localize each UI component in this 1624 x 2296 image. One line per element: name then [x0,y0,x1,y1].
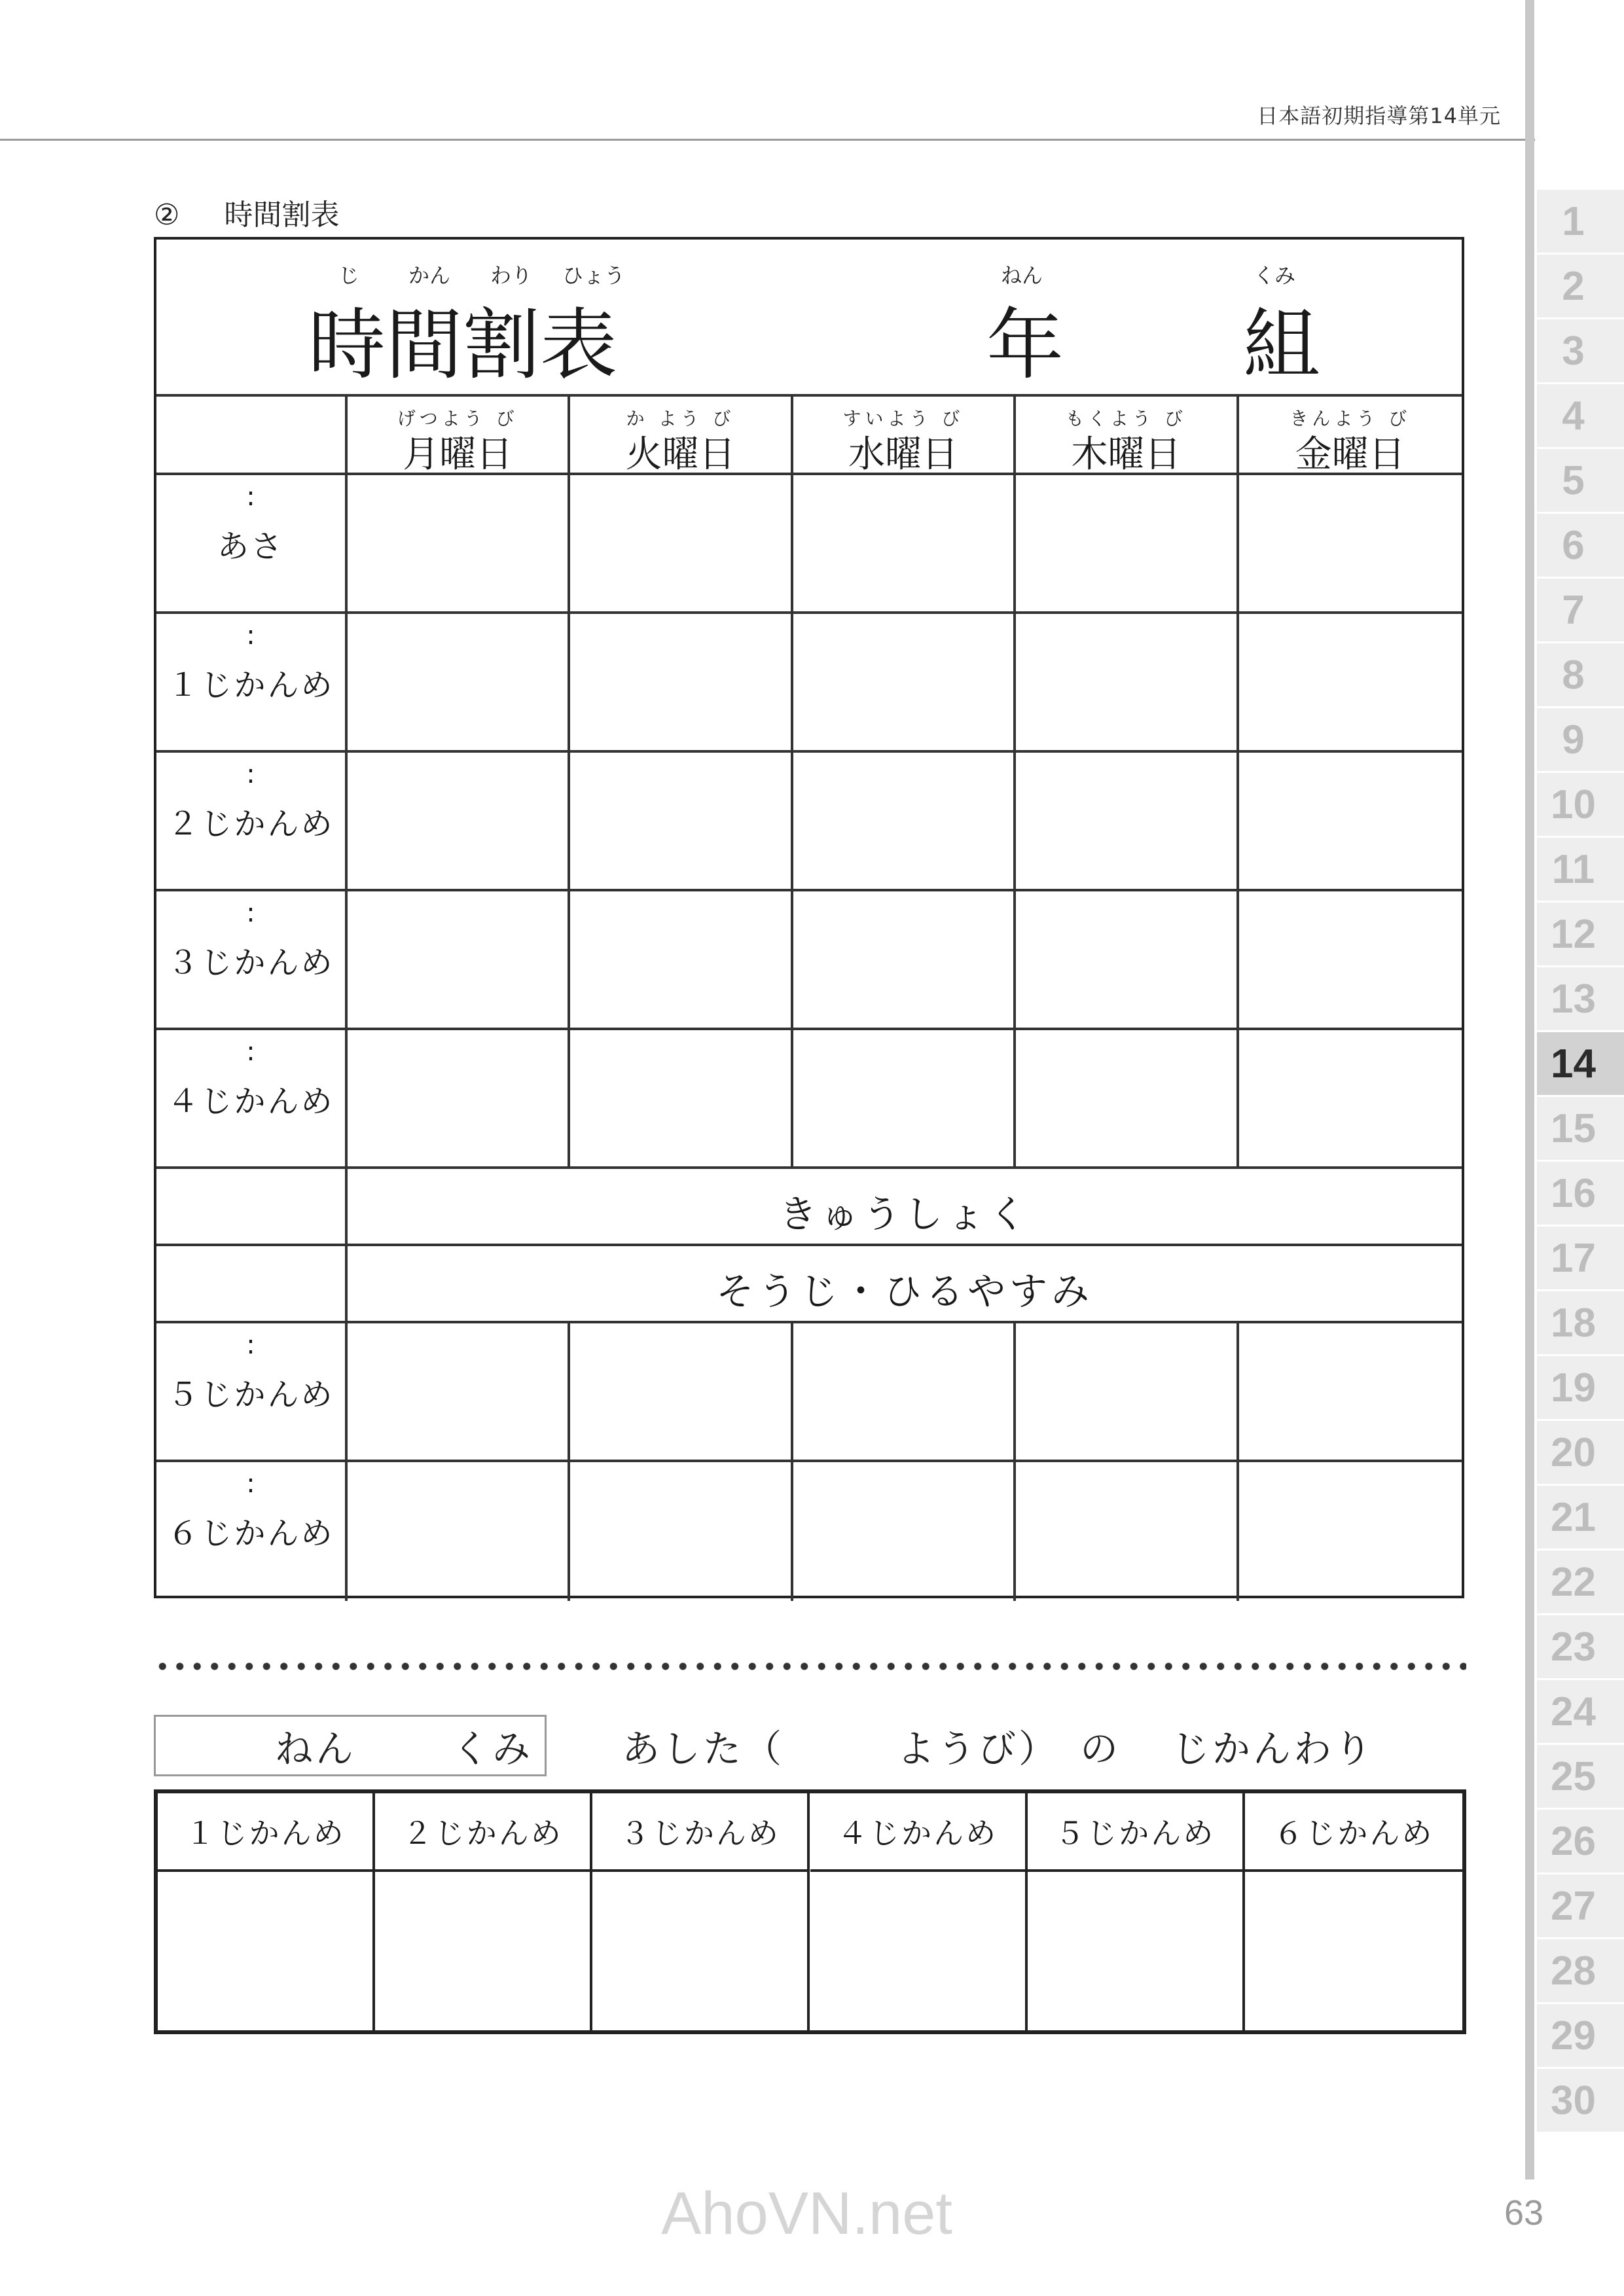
day-name: 金曜日 [1295,433,1405,476]
tomorrow-nen: ねん [275,1727,357,1771]
chapter-tab-26[interactable]: 26 [1537,1810,1624,1874]
chapter-tab-15[interactable]: 15 [1537,1097,1624,1162]
period-label-cell [156,1462,348,1601]
title-ruby-wari: わり [490,263,533,288]
tomorrow-no: の [1080,1727,1121,1771]
period-time-colon: : [246,1330,255,1360]
chapter-tab-14[interactable]: 14 [1537,1032,1624,1097]
day-header-row [156,397,1462,475]
day-name: 月曜日 [403,433,513,476]
schedule-cell[interactable] [793,475,1016,614]
chapter-tab-8[interactable]: 8 [1537,643,1624,708]
period-label: あさ [217,528,284,565]
tomorrow-period-header: ６じかんめ [1245,1793,1462,1872]
chapter-tab-13[interactable]: 13 [1537,967,1624,1032]
schedule-cell[interactable] [1016,475,1238,614]
chapter-tabs [1537,190,1624,2134]
chapter-tab-27[interactable]: 27 [1537,1874,1624,1939]
tomorrow-period-column [592,1793,810,2030]
period-label-cell [156,614,348,753]
schedule-cell[interactable] [1016,1462,1238,1601]
header-divider [0,139,1535,141]
schedule-cell[interactable] [793,1323,1016,1462]
tomorrow-kumi: くみ [452,1727,533,1771]
day-ruby: もくよう び [1065,408,1187,429]
tomorrow-subject-cell[interactable] [158,1872,372,2030]
schedule-cell[interactable] [570,1323,793,1462]
schedule-cell[interactable] [1239,891,1462,1030]
day-ruby: げつよう び [397,408,518,429]
tomorrow-subject-cell[interactable] [375,1872,590,2030]
chapter-tab-1[interactable]: 1 [1537,190,1624,255]
day-header-cell [570,397,793,475]
chapter-tab-7[interactable]: 7 [1537,579,1624,643]
tomorrow-ashita: あした（ [622,1727,785,1771]
day-header-cell [793,397,1016,475]
schedule-cell[interactable] [1239,1030,1462,1169]
lunch-row [348,1169,1462,1246]
class-label: 組 [1243,300,1321,390]
schedule-cell[interactable] [1016,614,1238,753]
day-header-cell [1016,397,1238,475]
chapter-tab-21[interactable]: 21 [1537,1486,1624,1551]
tomorrow-period-header: ５じかんめ [1028,1793,1242,1872]
section-title: 時間割表 [224,198,340,232]
cleaning-break-row-label-cell [156,1246,348,1323]
title-ruby-hyou: ひょう [562,263,626,288]
class-ruby: くみ [1254,263,1296,288]
period-time-colon: : [246,898,255,928]
tomorrow-period-column [375,1793,592,2030]
period-label-cell [156,891,348,1030]
chapter-tab-22[interactable]: 22 [1537,1551,1624,1615]
schedule-cell[interactable] [793,1030,1016,1169]
year-ruby: ねん [1001,263,1043,288]
tomorrow-subject-cell[interactable] [810,1872,1025,2030]
schedule-cell[interactable] [348,475,570,614]
tomorrow-period-header: ４じかんめ [810,1793,1025,1872]
schedule-cell[interactable] [570,891,793,1030]
schedule-cell[interactable] [793,891,1016,1030]
schedule-cell[interactable] [348,891,570,1030]
cleaning-break-row-text: そうじ・ひるやすみ [715,1269,1093,1314]
tomorrow-period-header: ２じかんめ [375,1793,590,1872]
dotted-separator [154,1661,1466,1672]
schedule-cell[interactable] [1239,753,1462,891]
tomorrow-schedule-table [154,1789,1466,2034]
chapter-tab-5[interactable]: 5 [1537,449,1624,514]
page-number: 63 [1504,2193,1544,2233]
period-label: ３じかんめ [167,944,334,981]
tomorrow-period-header: １じかんめ [158,1793,372,1872]
period-time-colon: : [246,482,255,512]
period-label: ５じかんめ [167,1376,334,1413]
schedule-cell[interactable] [570,753,793,891]
chapter-tab-30[interactable]: 30 [1537,2069,1624,2134]
schedule-cell[interactable] [570,1462,793,1601]
chapter-tab-18[interactable]: 18 [1537,1291,1624,1356]
chapter-tab-25[interactable]: 25 [1537,1745,1624,1810]
schedule-cell[interactable] [348,1323,570,1462]
section-label [154,191,339,233]
watermark: AhoVN.net [661,2180,952,2247]
day-name: 火曜日 [625,433,736,476]
period-label-cell [156,475,348,614]
tomorrow-period-header: ３じかんめ [592,1793,807,1872]
schedule-cell[interactable] [1016,1030,1238,1169]
chapter-tab-6[interactable]: 6 [1537,514,1624,579]
timetable-title-row [156,240,1462,397]
schedule-cell[interactable] [793,614,1016,753]
tomorrow-period-column [158,1793,375,2030]
day-name: 水曜日 [848,433,958,476]
period-time-colon: : [246,620,255,651]
year-label: 年 [986,300,1064,390]
period-time-colon: : [246,1469,255,1499]
tomorrow-period-column [810,1793,1028,2030]
title-ruby-kan: かん [408,263,451,288]
day-ruby: すいよう び [842,408,964,429]
chapter-tab-23[interactable]: 23 [1537,1615,1624,1680]
period-label: １じかんめ [167,667,334,704]
chapter-tab-24[interactable]: 24 [1537,1680,1624,1745]
schedule-cell[interactable] [570,614,793,753]
schedule-cell[interactable] [1239,475,1462,614]
period-label: ６じかんめ [167,1515,334,1552]
lunch-row-label-cell [156,1169,348,1246]
schedule-cell[interactable] [1016,1323,1238,1462]
period-label: ４じかんめ [167,1083,334,1120]
schedule-cell[interactable] [348,1030,570,1169]
day-ruby: きんよう び [1290,408,1411,429]
schedule-cell[interactable] [1239,1323,1462,1462]
timetable [154,237,1464,1598]
chapter-tab-29[interactable]: 29 [1537,2004,1624,2069]
day-name: 木曜日 [1071,433,1182,476]
chapter-tab-11[interactable]: 11 [1537,838,1624,903]
chapter-tab-10[interactable]: 10 [1537,773,1624,838]
chapter-tab-9[interactable]: 9 [1537,708,1624,773]
schedule-cell[interactable] [1239,614,1462,753]
period-label-cell [156,753,348,891]
tomorrow-jikanwari: じかんわり [1172,1727,1375,1771]
tomorrow-subject-cell[interactable] [592,1872,807,2030]
day-header-cell [1239,397,1462,475]
schedule-cell[interactable] [570,1030,793,1169]
title-ruby-ji: じ [338,263,360,288]
period-time-colon: : [246,759,255,789]
period-label-cell [156,1323,348,1462]
header-title: 日本語初期指導第14単元 [1257,103,1501,128]
chapter-tab-16[interactable]: 16 [1537,1162,1624,1227]
schedule-cell[interactable] [348,753,570,891]
chapter-tab-20[interactable]: 20 [1537,1421,1624,1486]
chapter-tab-2[interactable]: 2 [1537,255,1624,319]
chapter-tab-12[interactable]: 12 [1537,903,1624,967]
period-label-cell [156,1030,348,1169]
period-label: ２じかんめ [167,806,334,842]
schedule-cell[interactable] [348,1462,570,1601]
tomorrow-youbi: ようび） [897,1727,1060,1771]
schedule-cell[interactable] [570,475,793,614]
chapter-tab-28[interactable]: 28 [1537,1939,1624,2004]
schedule-cell[interactable] [348,614,570,753]
chapter-tab-17[interactable]: 17 [1537,1227,1624,1291]
timetable-title: 時間割表 [308,300,618,390]
period-time-colon: : [246,1037,255,1067]
schedule-cell[interactable] [1016,891,1238,1030]
tomorrow-subject-cell[interactable] [1245,1872,1462,2030]
chapter-strip-bar [1525,0,1534,2179]
section-marker: ② [154,198,180,232]
header-corner-cell [156,397,348,475]
schedule-cell[interactable] [1016,753,1238,891]
tomorrow-period-column [1028,1793,1245,2030]
schedule-cell[interactable] [793,1462,1016,1601]
day-ruby: か よう び [626,408,735,429]
chapter-tab-3[interactable]: 3 [1537,319,1624,384]
cleaning-break-row [348,1246,1462,1323]
day-header-cell [348,397,570,475]
schedule-cell[interactable] [1239,1462,1462,1601]
chapter-tab-19[interactable]: 19 [1537,1356,1624,1421]
tomorrow-subject-cell[interactable] [1028,1872,1242,2030]
tomorrow-period-column [1245,1793,1462,2030]
lunch-row-text: きゅうしょく [778,1192,1030,1236]
schedule-cell[interactable] [793,753,1016,891]
chapter-tab-4[interactable]: 4 [1537,384,1624,449]
